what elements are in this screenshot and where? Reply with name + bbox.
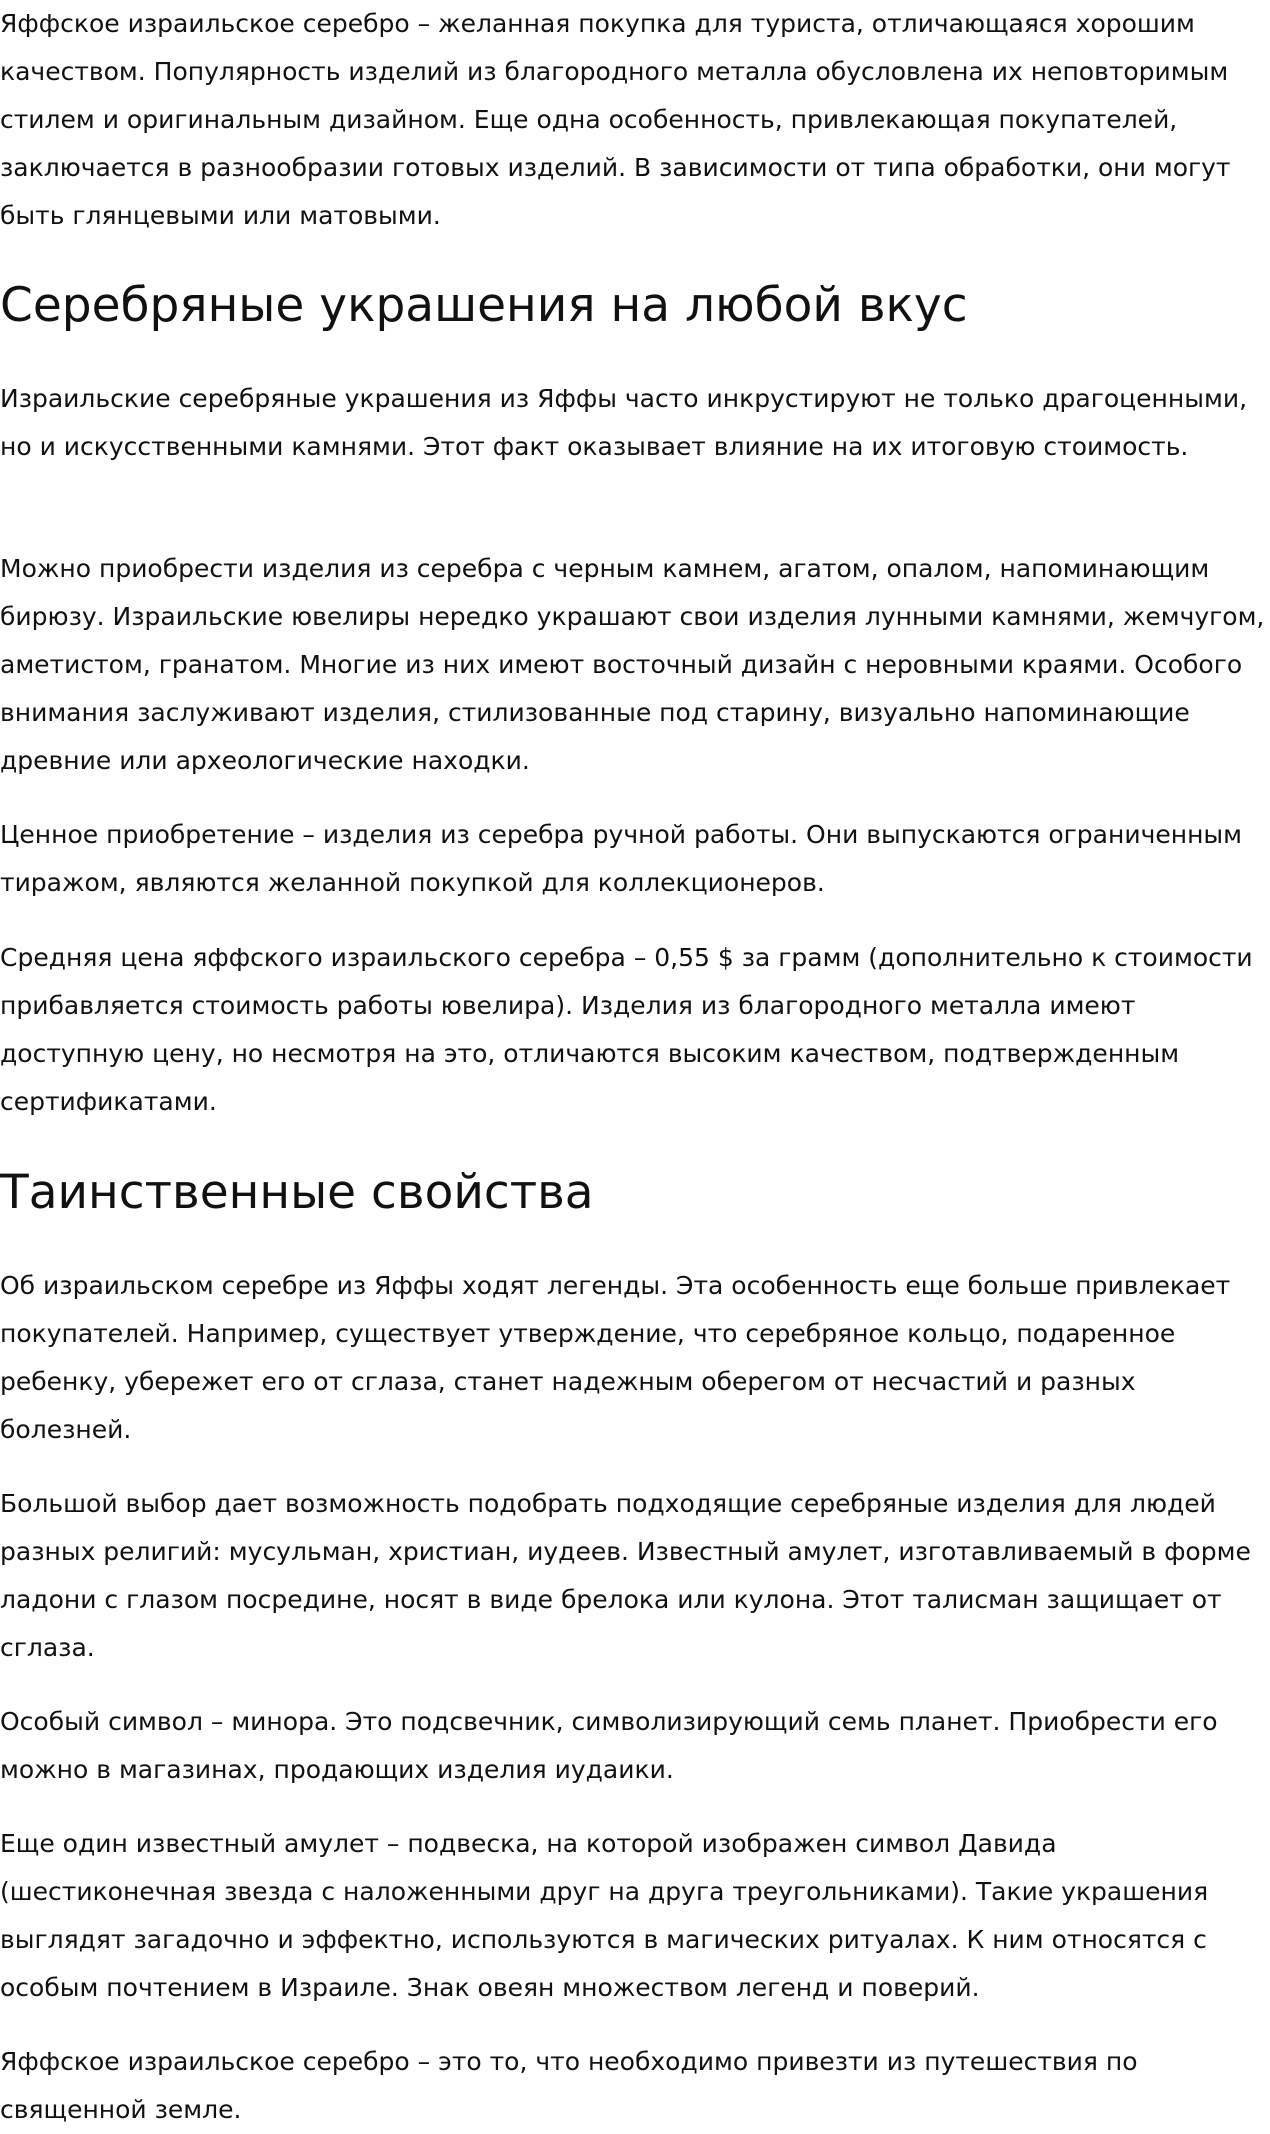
section-heading-jewelry: Серебряные украшения на любой вкус	[0, 278, 968, 333]
section-heading-properties: Таинственные свойства	[0, 1165, 594, 1220]
jewelry-paragraph-price: Средняя цена яффского израильского серебра – 0,55 $ за грамм (дополнительно к стоимости прибавляется стоимость работы ювелира). Изделия из благородного металла имеют доступную цену, но несмотря на это, отличаются высоким качеством, подтвержденным сертификатами.	[0, 943, 1253, 1116]
jewelry-paragraph-stones: Израильские серебряные украшения из Яффы часто инкрустируют не только драгоценными, но и искусственными камнями. Этот факт оказывает влияние на их итоговую стоимость.	[0, 384, 1248, 461]
jewelry-paragraph-handmade: Ценное приобретение – изделия из серебра ручной работы. Они выпускаются ограниченным тиражом, являются желанной покупкой для коллекционеров.	[0, 820, 1243, 897]
properties-paragraph-menorah: Особый символ – минора. Это подсвечник, символизирующий семь планет. Приобрести его можно в магазинах, продающих изделия иудаики.	[0, 1707, 1218, 1784]
properties-paragraph-religions: Большой выбор дает возможность подобрать подходящие серебряные изделия для людей разных религий: мусульман, христиан, иудеев. Известный амулет, изготавливаемый в форме ладони с глазом посредине, носят в виде брелока или кулона. Этот талисман защищает от сглаза.	[0, 1489, 1251, 1662]
properties-paragraph-legends: Об израильском серебре из Яффы ходят легенды. Эта особенность еще больше привлекает покупателей. Например, существует утверждение, что серебряное кольцо, подаренное ребенку, убережет его от сглаза, станет надежным оберегом от несчастий и разных болезней.	[0, 1271, 1231, 1444]
properties-paragraph-star: Еще один известный амулет – подвеска, на которой изображен символ Давида (шестиконечная звезда с наложенными друг на друга треугольниками). Такие украшения выглядят загадочно и эффектно, используются в магических ритуалах. К ним относятся с особым почтением в Израиле. Знак овеян множеством легенд и поверий.	[0, 1829, 1209, 2002]
intro-paragraph: Яффское израильское серебро – желанная покупка для туриста, отличающаяся хорошим качеством. Популярность изделий из благородного металла обусловлена их неповторимым стилем и оригинальным дизайном. Еще одна особенность, привлекающая покупателей, заключается в разнообразии готовых изделий. В зависимости от типа обработки, они могут быть глянцевыми или матовыми.	[0, 9, 1231, 230]
jewelry-paragraph-gems: Можно приобрести изделия из серебра с черным камнем, агатом, опалом, напоминающим бирюзу. Израильские ювелиры нередко украшают свои изделия лунными камнями, жемчугом, аметистом, гранатом. Многие из них имеют восточный дизайн с неровными краями. Особого внимания заслуживают изделия, стилизованные под старину, визуально напоминающие древние или археологические находки.	[0, 554, 1265, 775]
properties-paragraph-conclusion: Яффское израильское серебро – это то, что необходимо привезти из путешествия по священной земле.	[0, 2047, 1138, 2124]
